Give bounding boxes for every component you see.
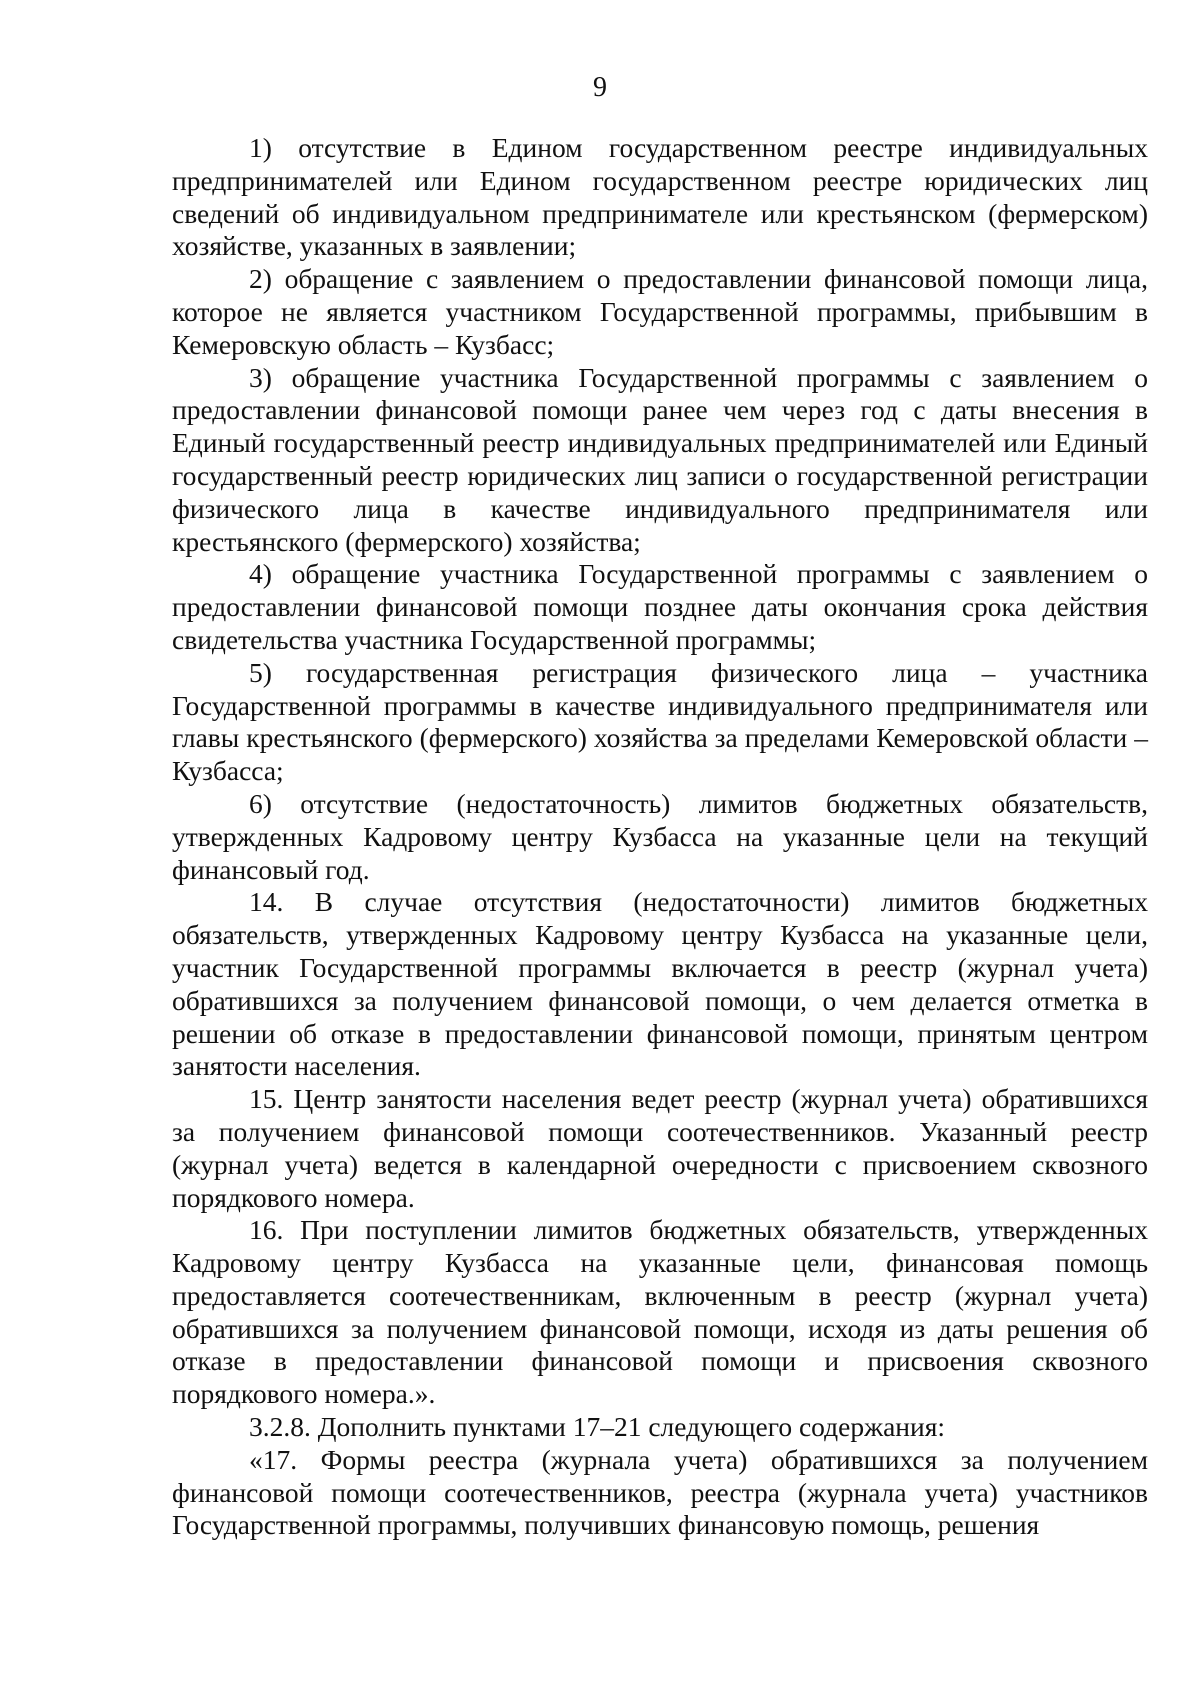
paragraph-item-3: 3) обращение участника Государственной программы с заявлением о предоставлении финансовой помощи ранее чем через год с даты внесения в Единый государственный реестр индивидуальных предпринимателей или Единый государственный реестр юридических лиц записи о государственной регистрации физического лица в качестве индивидуального предпринимателя или крестьянского (фермерского) хозяйства; (172, 361, 1148, 557)
paragraph-item-1: 1) отсутствие в Едином государственном реестре индивидуальных предпринимателей или Едином государственном реестре юридических лиц сведений об индивидуальном предпринимателе или крестьянском (фермерском) хозяйстве, указанных в заявлении; (172, 132, 1148, 262)
paragraph-item-4: 4) обращение участника Государственной программы с заявлением о предоставлении финансовой помощи позднее даты окончания срока действия свидетельства участника Государственной программы; (172, 558, 1148, 655)
paragraph-item-2: 2) обращение с заявлением о предоставлении финансовой помощи лица, которое не является участником Государственной программы, прибывшим в Кемеровскую область – Кузбасс; (172, 263, 1148, 360)
document-body (172, 132, 1148, 1542)
paragraph-point-17: «17. Формы реестра (журнала учета) обратившихся за получением финансовой помощи соотечественников, реестра (журнала учета) участников Государственной программы, получивших финансовую помощь, решения (172, 1443, 1148, 1541)
paragraph-point-15: 15. Центр занятости населения ведет реестр (журнал учета) обратившихся за получением финансовой помощи соотечественников. Указанный реестр (журнал учета) ведется в календарной очередности с присвоением сквозного порядкового номера. (172, 1083, 1148, 1213)
page-number: 9 (593, 72, 607, 103)
paragraph-amendment-3-2-8: 3.2.8. Дополнить пунктами 17–21 следующего содержания: (249, 1411, 946, 1443)
paragraph-item-5: 5) государственная регистрация физического лица – участника Государственной программы в качестве индивидуального предпринимателя или главы крестьянского (фермерского) хозяйства за пределами Кемеровской области – Кузбасса; (172, 656, 1148, 787)
paragraph-item-6: 6) отсутствие (недостаточность) лимитов бюджетных обязательств, утвержденных Кадровому центру Кузбасса на указанные цели на текущий финансовый год. (172, 787, 1148, 885)
paragraph-point-16: 16. При поступлении лимитов бюджетных обязательств, утвержденных Кадровому центру Кузбасса на указанные цели, финансовая помощь предоставляется соотечественникам, включенным в реестр (журнал учета) обратившихся за получением финансовой помощи, исходя из даты решения об отказе в предоставлении финансовой помощи и присвоения сквозного порядкового номера.». (172, 1214, 1148, 1410)
paragraph-point-14: 14. В случае отсутствия (недостаточности) лимитов бюджетных обязательств, утвержденных Кадровому центру Кузбасса на указанные цели, участник Государственной программы включается в реестр (журнал учета) обратившихся за получением финансовой помощи, о чем делается отметка в решении об отказе в предоставлении финансовой помощи, принятым центром занятости населения. (172, 886, 1148, 1082)
